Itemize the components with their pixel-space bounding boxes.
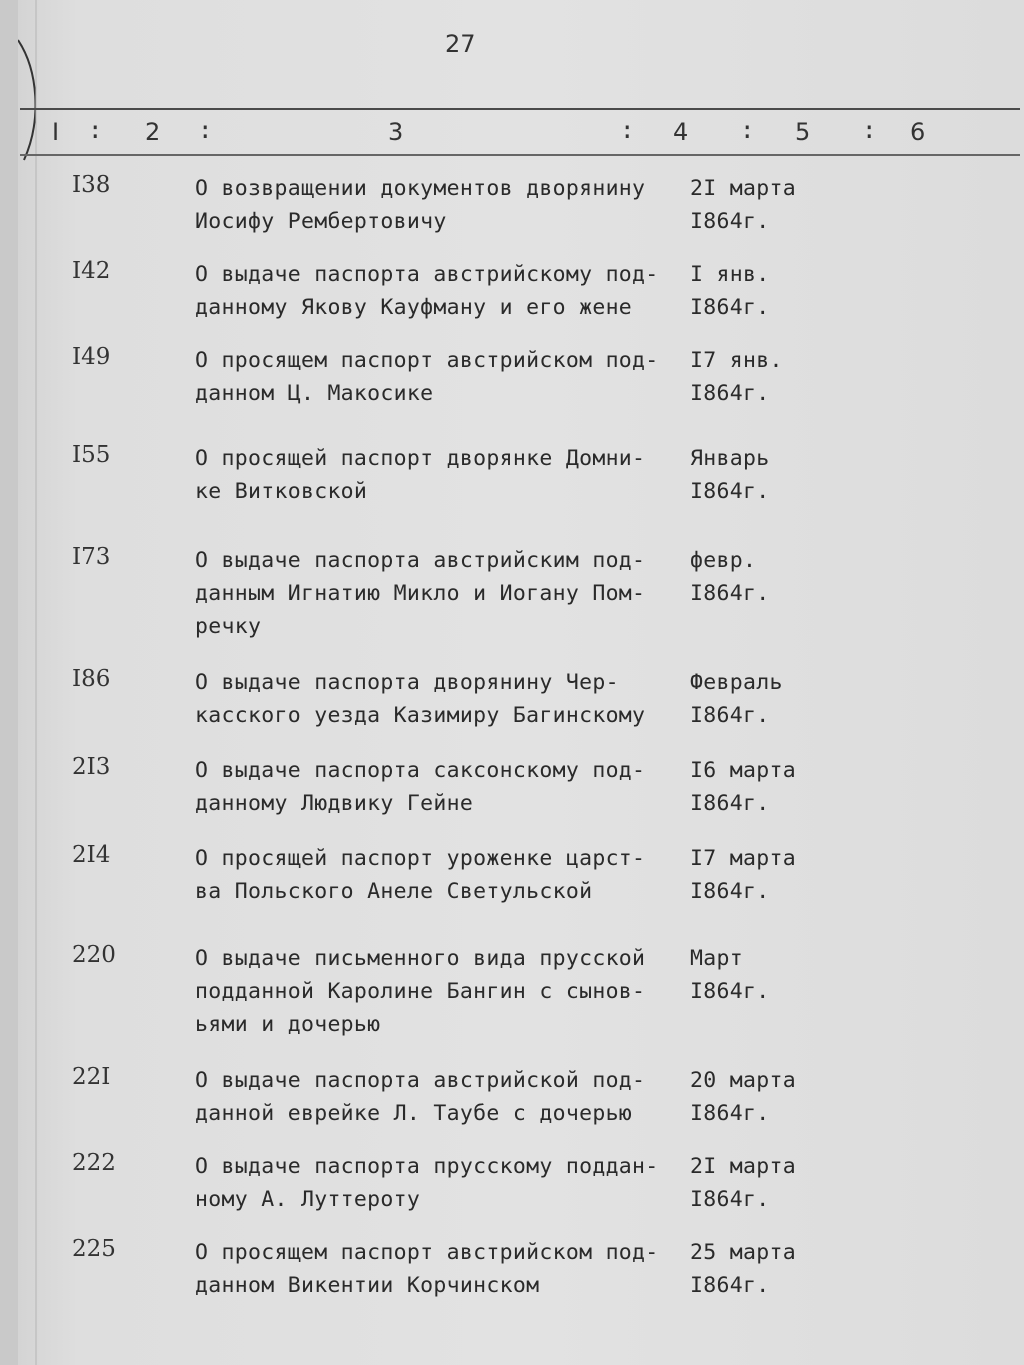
entry-number: 22I (72, 1064, 111, 1090)
column-header-3: 3 (388, 118, 404, 146)
entry-number: 220 (72, 942, 116, 968)
entry-number: 2I3 (72, 754, 111, 780)
entry-description: О просящей паспорт дворянке Домни- ке Витковской (195, 446, 646, 504)
entry-description: О выдаче паспорта австрийским под- данным Игнатию Микло и Иогану Пом- речку (195, 548, 646, 639)
column-header-1: I (52, 118, 60, 146)
entry-date: I янв. I864г. (690, 262, 770, 320)
entry-date: 2I марта I864г. (690, 176, 796, 234)
column-header-4: 4 (673, 118, 689, 146)
column-header-2: 2 (145, 118, 161, 146)
entry-number: I86 (72, 666, 111, 692)
column-separator: : (198, 116, 213, 144)
entry-description: О просящей паспорт уроженке царст- ва Польского Анеле Светульской (195, 846, 646, 904)
entry-date: февр. I864г. (690, 548, 770, 606)
entry-number: 2I4 (72, 842, 111, 868)
entry-description: О выдаче письменного вида прусской подданной Каролине Бангин с сынов- ьями и дочерью (195, 946, 646, 1037)
entry-date: Январь I864г. (690, 446, 770, 504)
entry-date: 20 марта I864г. (690, 1068, 796, 1126)
table-header-rule (20, 154, 1020, 156)
entry-description: О просящем паспорт австрийском под- данном Викентии Корчинском (195, 1240, 659, 1298)
entry-date: I7 янв. I864г. (690, 348, 783, 406)
entry-number: I49 (72, 344, 111, 370)
entry-description: О выдаче паспорта прусскому поддан- ному А. Луттероту (195, 1154, 659, 1212)
entry-number: I55 (72, 442, 111, 468)
entry-number: I42 (72, 258, 111, 284)
entry-description: О выдаче паспорта австрийскому под- данному Якову Кауфману и его жене (195, 262, 659, 320)
entry-description: О выдаче паспорта австрийской под- данной еврейке Л. Таубе с дочерью (195, 1068, 646, 1126)
column-separator: : (862, 116, 877, 144)
binding-edge (18, 0, 48, 1365)
entry-number: I38 (72, 172, 111, 198)
entry-date: I7 марта I864г. (690, 846, 796, 904)
entry-date: Февраль I864г. (690, 670, 783, 728)
column-separator: : (740, 116, 755, 144)
entry-number: I73 (72, 544, 111, 570)
entry-description: О просящем паспорт австрийском под- данном Ц. Макосике (195, 348, 659, 406)
entry-number: 222 (72, 1150, 116, 1176)
column-separator: : (620, 116, 635, 144)
entry-date: 25 марта I864г. (690, 1240, 796, 1298)
entry-date: I6 марта I864г. (690, 758, 796, 816)
entry-description: О выдаче паспорта дворянину Чер- касского уезда Казимиру Багинскому (195, 670, 646, 728)
entry-date: Март I864г. (690, 946, 770, 1004)
entry-description: О возвращении документов дворянину Иосифу Рембертовичу (195, 176, 646, 234)
entry-date: 2I марта I864г. (690, 1154, 796, 1212)
page-number: 27 (445, 30, 476, 58)
column-header-6: 6 (910, 118, 926, 146)
entry-description: О выдаче паспорта саксонскому под- данному Людвику Гейне (195, 758, 646, 816)
column-separator: : (88, 116, 103, 144)
table-top-rule (20, 108, 1020, 110)
entry-number: 225 (72, 1236, 116, 1262)
column-header-5: 5 (795, 118, 811, 146)
